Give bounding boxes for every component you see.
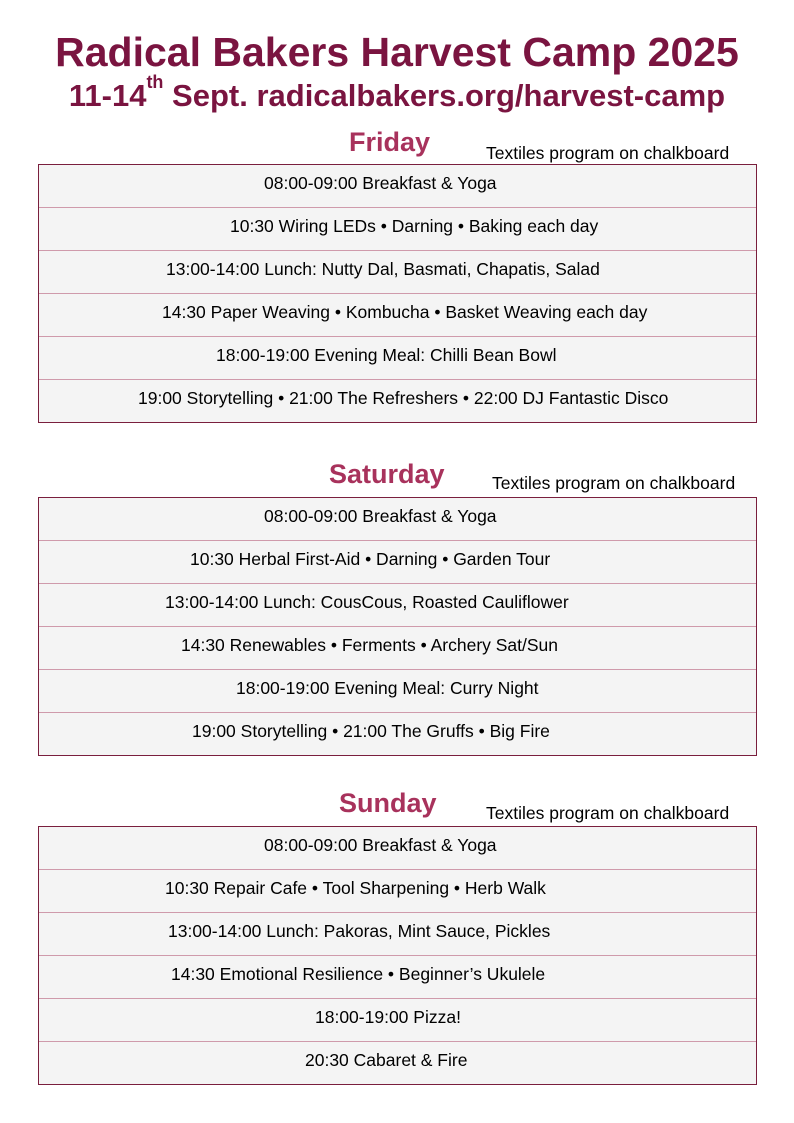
schedule-row <box>39 713 756 755</box>
schedule-row <box>39 380 756 422</box>
schedule-row <box>39 584 756 627</box>
schedule-item: 08:00-09:00 Breakfast & Yoga <box>264 506 497 526</box>
schedule-item: 13:00-14:00 Lunch: Nutty Dal, Basmati, Chapatis, Salad <box>166 259 600 279</box>
schedule-row <box>39 1042 756 1084</box>
day-note: Textiles program on chalkboard <box>486 143 730 163</box>
schedule-row <box>39 956 756 999</box>
schedule-row <box>39 999 756 1042</box>
schedule-item: 18:00-19:00 Pizza! <box>315 1007 461 1027</box>
schedule-row <box>39 294 756 337</box>
schedule-item: 18:00-19:00 Evening Meal: Chilli Bean Bowl <box>216 345 557 365</box>
schedule-item: 20:30 Cabaret & Fire <box>305 1050 468 1070</box>
schedule-row <box>39 251 756 294</box>
schedule-item: 19:00 Storytelling • 21:00 The Gruffs • Big Fire <box>192 721 550 741</box>
page-title: Radical Bakers Harvest Camp 2025 <box>55 29 739 75</box>
day-heading: Friday <box>349 127 431 157</box>
schedule-item: 13:00-14:00 Lunch: Pakoras, Mint Sauce, Pickles <box>168 921 551 941</box>
schedule-item: 10:30 Herbal First-Aid • Darning • Garden Tour <box>190 549 551 569</box>
schedule-item: 10:30 Repair Cafe • Tool Sharpening • Herb Walk <box>165 878 546 898</box>
schedule-table <box>38 497 757 756</box>
schedule-row <box>39 337 756 380</box>
day-heading: Saturday <box>329 459 445 489</box>
schedule-item: 08:00-09:00 Breakfast & Yoga <box>264 835 497 855</box>
schedule-item: 14:30 Paper Weaving • Kombucha • Basket Weaving each day <box>162 302 648 322</box>
date-ordinal-suffix: th <box>146 72 164 92</box>
schedule-item: 14:30 Renewables • Ferments • Archery Sat/Sun <box>181 635 559 655</box>
schedule-table <box>38 164 757 423</box>
day-note: Textiles program on chalkboard <box>492 473 736 493</box>
schedule-item: 18:00-19:00 Evening Meal: Curry Night <box>236 678 539 698</box>
schedule-item: 13:00-14:00 Lunch: CousCous, Roasted Cauliflower <box>165 592 569 612</box>
schedule-table <box>38 826 757 1085</box>
schedule-item: 19:00 Storytelling • 21:00 The Refreshers • 22:00 DJ Fantastic Disco <box>138 388 669 408</box>
schedule-item: 08:00-09:00 Breakfast & Yoga <box>264 173 497 193</box>
schedule-row <box>39 208 756 251</box>
schedule-row <box>39 498 756 541</box>
schedule-item: 14:30 Emotional Resilience • Beginner’s Ukulele <box>171 964 546 984</box>
schedule-item: 10:30 Wiring LEDs • Darning • Baking each day <box>230 216 599 236</box>
event-dates: 11-14 <box>68 78 147 113</box>
schedule-row <box>39 627 756 670</box>
schedule-row <box>39 913 756 956</box>
schedule-row <box>39 670 756 713</box>
schedule-row <box>39 827 756 870</box>
event-url: Sept. radicalbakers.org/harvest-camp <box>163 78 726 113</box>
day-note: Textiles program on chalkboard <box>486 803 730 823</box>
day-heading: Sunday <box>339 788 437 818</box>
schedule-row <box>39 870 756 913</box>
schedule-row <box>39 541 756 584</box>
schedule-row <box>39 165 756 208</box>
event-dates-and-url <box>0 72 794 116</box>
